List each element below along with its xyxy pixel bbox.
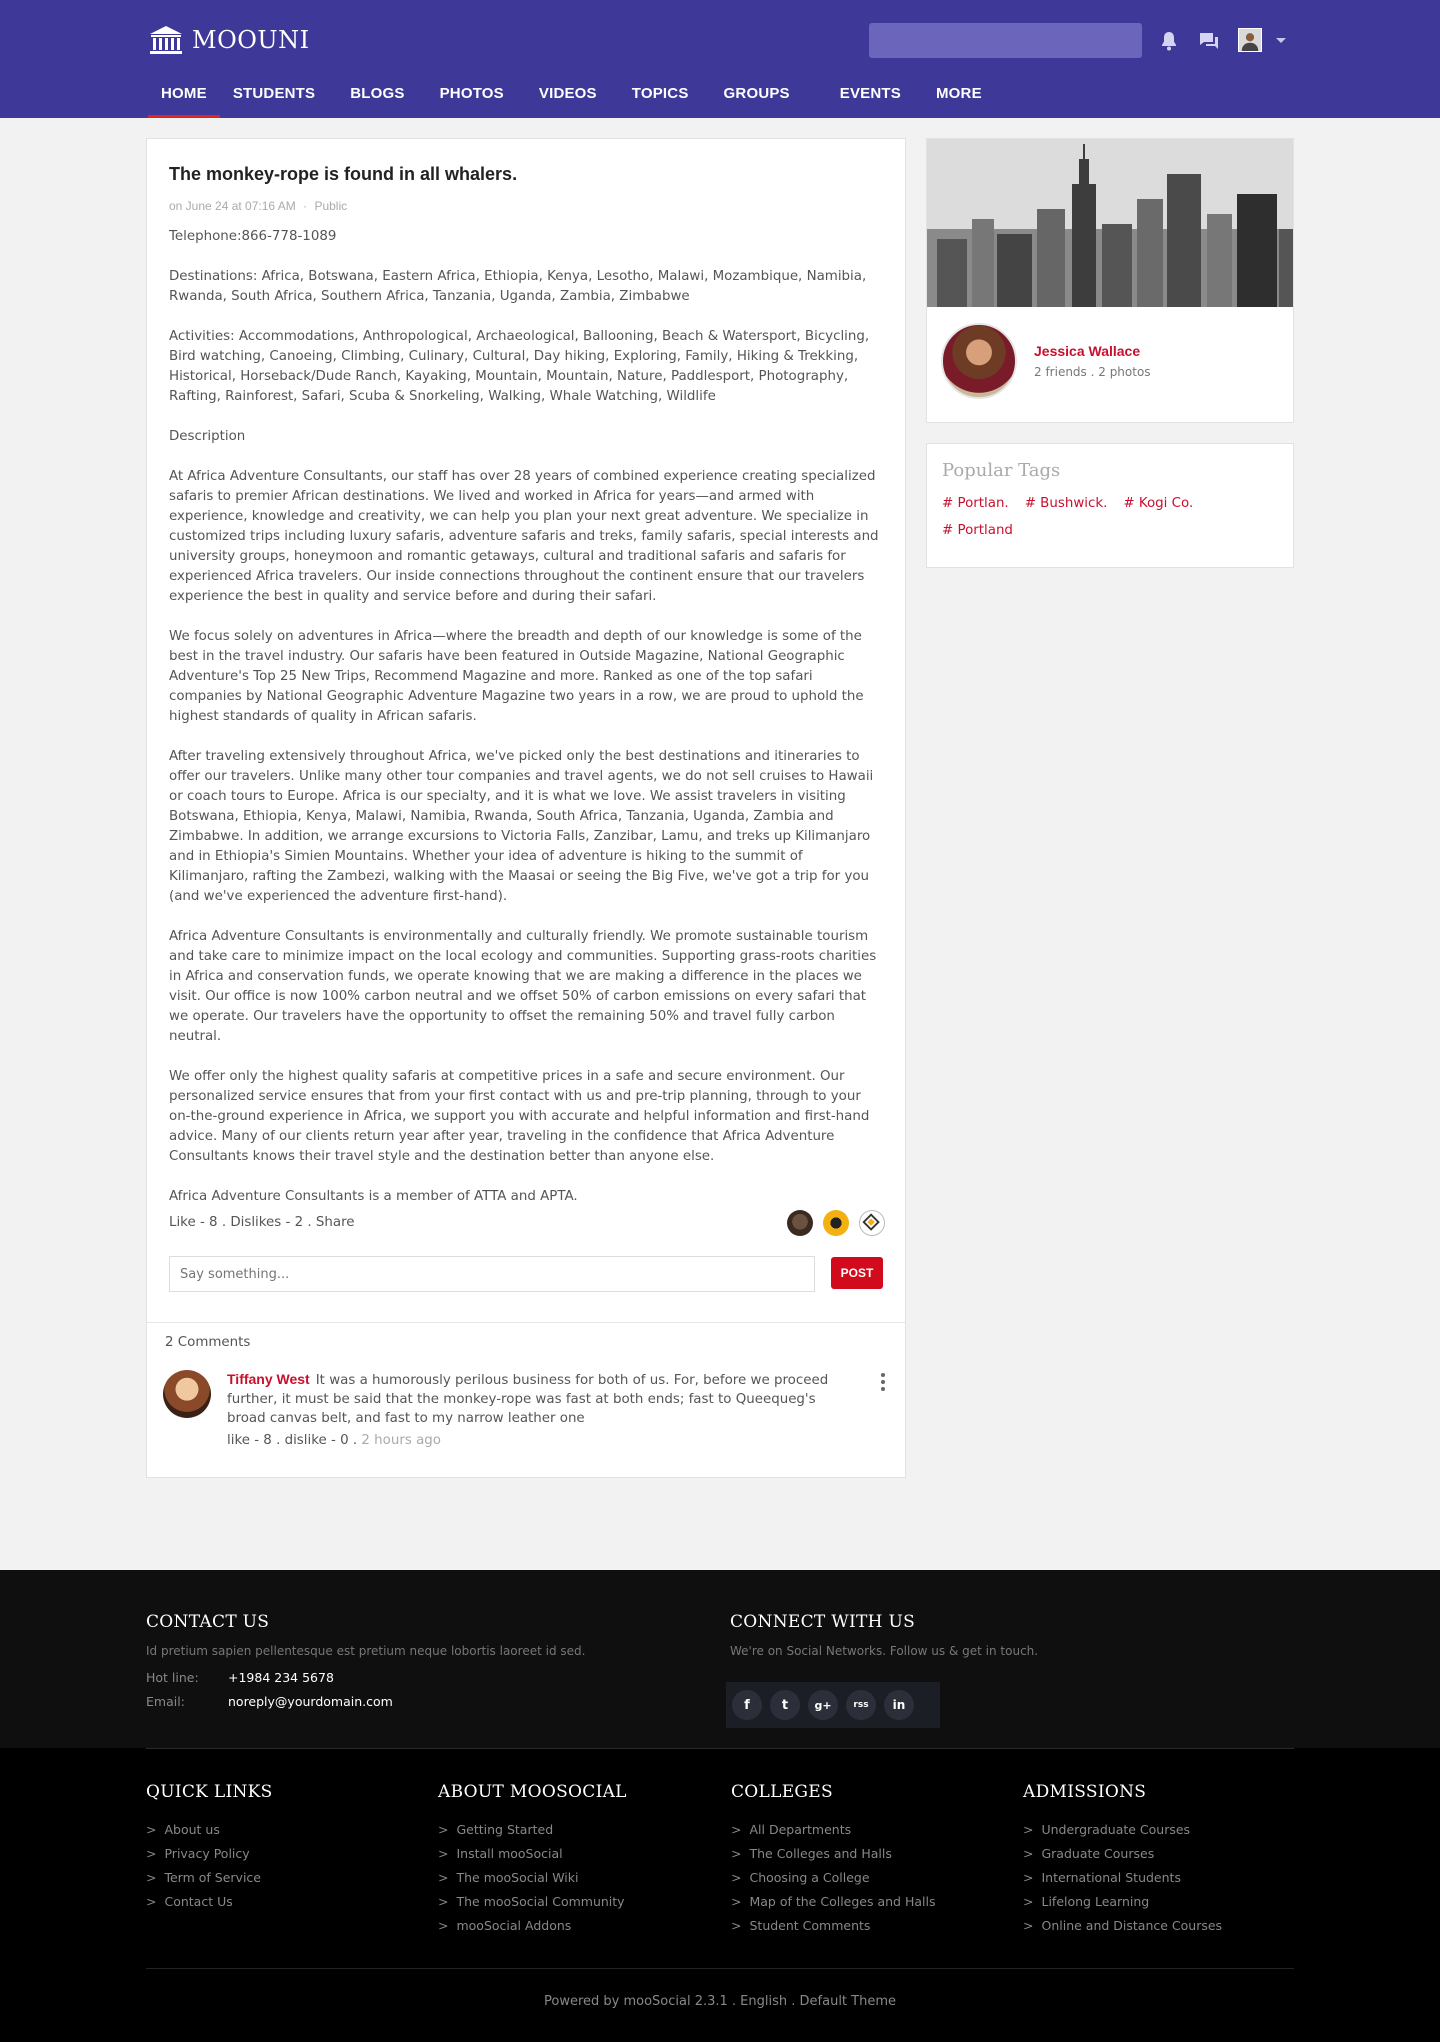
post-paragraph: Activities: Accommodations, Anthropological, Archaeological, Ballooning, Beach & Watersport, Bicycling, Bird watching, Canoeing, Climbing, Culinary, Cultural, Day hiking, Exploring, Family, Hiking & Trekking, Historical, Horseback/Dude Ranch, Kayaking, Mountain, Mountain, Nature, Paddlesport, Photography, Rafting, Rainforest, Safari, Scuba & Snorkeling, Walking, Whale Watching, Wildlife xyxy=(169,329,870,404)
comment-time: 2 hours ago xyxy=(361,1433,441,1448)
user-avatar-icon[interactable] xyxy=(1238,28,1262,52)
contact-subtitle: Id pretium sapien pellentesque est pretium neque lobortis laoreet id sed. xyxy=(146,1644,586,1658)
main-nav xyxy=(148,82,995,118)
popular-tags-card xyxy=(926,443,1294,568)
footer-link[interactable]: > Privacy Policy xyxy=(146,1842,261,1866)
footer xyxy=(0,1570,1440,2042)
brand-name: MOOUNI xyxy=(192,26,310,54)
footer-link[interactable]: > Lifelong Learning xyxy=(1023,1890,1222,1914)
email-value[interactable]: noreply@yourdomain.com xyxy=(228,1694,393,1709)
footer-link[interactable]: > Online and Distance Courses xyxy=(1023,1914,1222,1938)
profile-card xyxy=(926,138,1294,423)
footer-col-title: ABOUT MOOSOCIAL xyxy=(438,1782,627,1802)
tag-link[interactable]: # Portland xyxy=(942,523,1013,538)
footer-divider xyxy=(146,1748,1294,1749)
post-paragraph: Telephone:866-778-1089 xyxy=(169,229,337,244)
comment-meta xyxy=(227,1433,441,1448)
footer-col-title: ADMISSIONS xyxy=(1023,1782,1147,1802)
nav-groups[interactable]: GROUPS xyxy=(723,85,790,102)
footer-link[interactable]: > The mooSocial Community xyxy=(438,1890,625,1914)
reaction-bull-icon[interactable] xyxy=(823,1210,849,1236)
rss-icon[interactable]: rss xyxy=(846,1690,876,1720)
caret-down-icon[interactable] xyxy=(1276,38,1286,43)
cover-photo xyxy=(927,139,1293,307)
footer-link[interactable]: > Contact Us xyxy=(146,1890,261,1914)
comment-input[interactable] xyxy=(169,1256,815,1292)
tag-link[interactable]: # Portlan. xyxy=(942,496,1009,511)
footer-link[interactable]: > About us xyxy=(146,1818,261,1842)
footer-link[interactable]: > Undergraduate Courses xyxy=(1023,1818,1222,1842)
comment-avatar[interactable] xyxy=(163,1370,211,1418)
footer-col-title: COLLEGES xyxy=(731,1782,833,1802)
post-paragraph: Destinations: Africa, Botswana, Eastern Africa, Ethiopia, Kenya, Lesotho, Malawi, Mozambique, Namibia, Rwanda, South Africa, Southern Africa, Tanzania, Uganda, Zambia, Zimbabwe xyxy=(169,269,867,304)
nav-more[interactable]: MORE xyxy=(935,85,982,102)
google-plus-icon[interactable]: g+ xyxy=(808,1690,838,1720)
post-paragraph: We offer only the highest quality safaris at competitive prices in a safe and secure environment. Our personalized service ensures that from your first contact with us and pre-trip planning, through to your on-the-ground experience in Africa, we support you with accurate and helpful information and first-hand advice. Many of our clients return year after year, traveling in the confidence that Africa Adventure Consultants knows their travel style and the destination better than anyone else. xyxy=(169,1069,870,1164)
post-paragraph: Africa Adventure Consultants is environmentally and culturally friendly. We promote sustainable tourism and take care to minimize impact on the local ecology and communities. Supporting grass-roots charities in Africa and conservation funds, we operate knowing that we are making a difference in the places we visit. Our office is now 100% carbon neutral and we offset 50% of carbon emissions on every safari that we operate. Our travelers have the opportunity to offset the remaining 50% and travel fully carbon neutral. xyxy=(169,929,877,1044)
comment-text xyxy=(227,1370,852,1428)
footer-col-about xyxy=(438,1818,625,1938)
nav-photos[interactable]: PHOTOS xyxy=(439,85,504,102)
comment-reactions[interactable]: like - 8 . dislike - 0 . xyxy=(227,1433,358,1448)
hotline-label: Hot line: xyxy=(146,1670,199,1685)
footer-link[interactable]: > Graduate Courses xyxy=(1023,1842,1222,1866)
footer-link[interactable]: > mooSocial Addons xyxy=(438,1914,625,1938)
post-date: on June 24 at 07:16 AM xyxy=(169,199,296,213)
university-logo-icon xyxy=(148,24,184,56)
footer-link[interactable]: > The mooSocial Wiki xyxy=(438,1866,625,1890)
profile-avatar[interactable] xyxy=(941,323,1017,399)
post-paragraph: Africa Adventure Consultants is a member of ATTA and APTA. xyxy=(169,1189,578,1204)
post-paragraph: At Africa Adventure Consultants, our staff has over 28 years of combined experience creating specialized safaris to premier African destinations. We lived and worked in Africa for years—and armed with experience, knowledge and creativity, we can help you plan your next great adventure. We specialize in customized trips including luxury safaris, adventure safaris and treks, family safaris, special interests and university groups, honeymoon and romantic getaways, cultural and traditional safaris and safaris for experienced Africa travelers. Our inside connections throughout the continent ensure that our travelers experience the best in quality and service before and during their safari. xyxy=(169,469,879,604)
reaction-bear-icon[interactable] xyxy=(787,1210,813,1236)
footer-col-admissions xyxy=(1023,1818,1222,1938)
twitter-icon[interactable]: t xyxy=(770,1690,800,1720)
nav-videos[interactable]: VIDEOS xyxy=(538,85,597,102)
footer-top xyxy=(0,1570,1440,1748)
tag-link[interactable]: # Bushwick. xyxy=(1024,496,1108,511)
post-privacy: Public xyxy=(314,199,348,213)
tag-link[interactable]: # Kogi Co. xyxy=(1123,496,1194,511)
nav-events[interactable]: EVENTS xyxy=(839,85,901,102)
facebook-icon[interactable]: f xyxy=(732,1690,762,1720)
brand-logo[interactable] xyxy=(148,24,310,56)
comments-count: 2 Comments xyxy=(165,1335,251,1350)
profile-stats: 2 friends . 2 photos xyxy=(1034,365,1151,379)
tag-list xyxy=(942,490,1282,544)
connect-subtitle: We're on Social Networks. Follow us & get in touch. xyxy=(730,1644,1039,1658)
nav-topics[interactable]: TOPICS xyxy=(631,85,689,102)
footer-link[interactable]: > Install mooSocial xyxy=(438,1842,625,1866)
footer-col-colleges xyxy=(731,1818,935,1938)
post-title: The monkey-rope is found in all whalers. xyxy=(169,164,518,184)
footer-link[interactable]: > Getting Started xyxy=(438,1818,625,1842)
post-paragraph: After traveling extensively throughout Africa, we've picked only the best destinations and itineraries to offer our travelers. Unlike many other tour companies and travel agents, we do not sell cruises to Hawaii or coach tours to Europe. Africa is our specialty, and it is what we love. We assist travelers in visiting Botswana, Ethiopia, Kenya, Malawi, Namibia, Rwanda, South Africa, Tanzania, Uganda, Zambia and Zimbabwe. In addition, we arrange excursions to Victoria Falls, Zanzibar, Lamu, and treks up Kilimanjaro and in Ethiopia's Simien Mountains. Whether your idea of adventure is hiking to the summit of Kilimanjaro, rafting the Zambezi, walking with the Maasai or seeing the Big Five, we've got a trip for you (and we've experienced the adventure first-hand). xyxy=(169,749,874,904)
footer-link[interactable]: > Term of Service xyxy=(146,1866,261,1890)
footer-link[interactable]: > International Students xyxy=(1023,1866,1222,1890)
reaction-diamond-icon[interactable] xyxy=(859,1210,885,1236)
chat-icon[interactable] xyxy=(1197,29,1221,53)
nav-blogs[interactable]: BLOGS xyxy=(350,85,405,102)
contact-title: CONTACT US xyxy=(146,1612,270,1632)
post-paragraph: Description xyxy=(169,429,246,444)
footer-link[interactable]: > Student Comments xyxy=(731,1914,935,1938)
connect-title: CONNECT WITH US xyxy=(730,1612,916,1632)
comment-author[interactable]: Tiffany West xyxy=(227,1371,310,1387)
comment-body: It was a humorously perilous business for both of us. For, before we proceed further, it must be said that the monkey-rope was fast at both ends; fast to Queequeg's broad canvas belt, and fast to my narrow leather one xyxy=(227,1373,829,1426)
footer-link[interactable]: > All Departments xyxy=(731,1818,935,1842)
post-meta: on June 24 at 07:16 AM · Public xyxy=(169,199,348,213)
profile-name[interactable]: Jessica Wallace xyxy=(1034,343,1141,359)
post-paragraph: We focus solely on adventures in Africa—where the breadth and depth of our knowledge is some of the best in the travel industry. Our safaris have been featured in Outside Magazine, National Geographic Adventure's Top 25 New Trips, Recommend Magazine and more. Ranked as one of the top safari companies by National Geographic Adventure Magazine two years in a row, we are proud to uphold the highest standards of quality in African safaris. xyxy=(169,629,864,724)
comments-divider xyxy=(147,1322,905,1323)
nav-home[interactable]: HOME xyxy=(148,82,220,118)
top-header xyxy=(0,0,1440,118)
popular-tags-title: Popular Tags xyxy=(942,460,1061,481)
search-input[interactable] xyxy=(869,23,1142,58)
footer-col-title: QUICK LINKS xyxy=(146,1782,273,1802)
kebab-menu-icon[interactable] xyxy=(881,1373,887,1393)
post-comment-button[interactable]: POST xyxy=(831,1257,883,1289)
post-actions[interactable]: Like - 8 . Dislikes - 2 . Share xyxy=(169,1215,355,1230)
bell-icon[interactable] xyxy=(1157,29,1181,53)
post-body xyxy=(169,227,885,1227)
footer-col-quick-links xyxy=(146,1818,261,1914)
footer-link[interactable]: > The Colleges and Halls xyxy=(731,1842,935,1866)
hotline-value: +1984 234 5678 xyxy=(228,1670,334,1685)
post-card xyxy=(146,138,906,1478)
nav-students[interactable]: STUDENTS xyxy=(232,85,316,102)
email-label: Email: xyxy=(146,1694,185,1709)
footer-bottom-divider xyxy=(146,1968,1294,1969)
footer-powered-by[interactable]: Powered by mooSocial 2.3.1 . English . Default Theme xyxy=(543,1994,896,2009)
linkedin-icon[interactable]: in xyxy=(884,1690,914,1720)
footer-link[interactable]: > Map of the Colleges and Halls xyxy=(731,1890,935,1914)
social-icons xyxy=(726,1682,940,1728)
footer-link[interactable]: > Choosing a College xyxy=(731,1866,935,1890)
reaction-icons xyxy=(787,1210,885,1236)
